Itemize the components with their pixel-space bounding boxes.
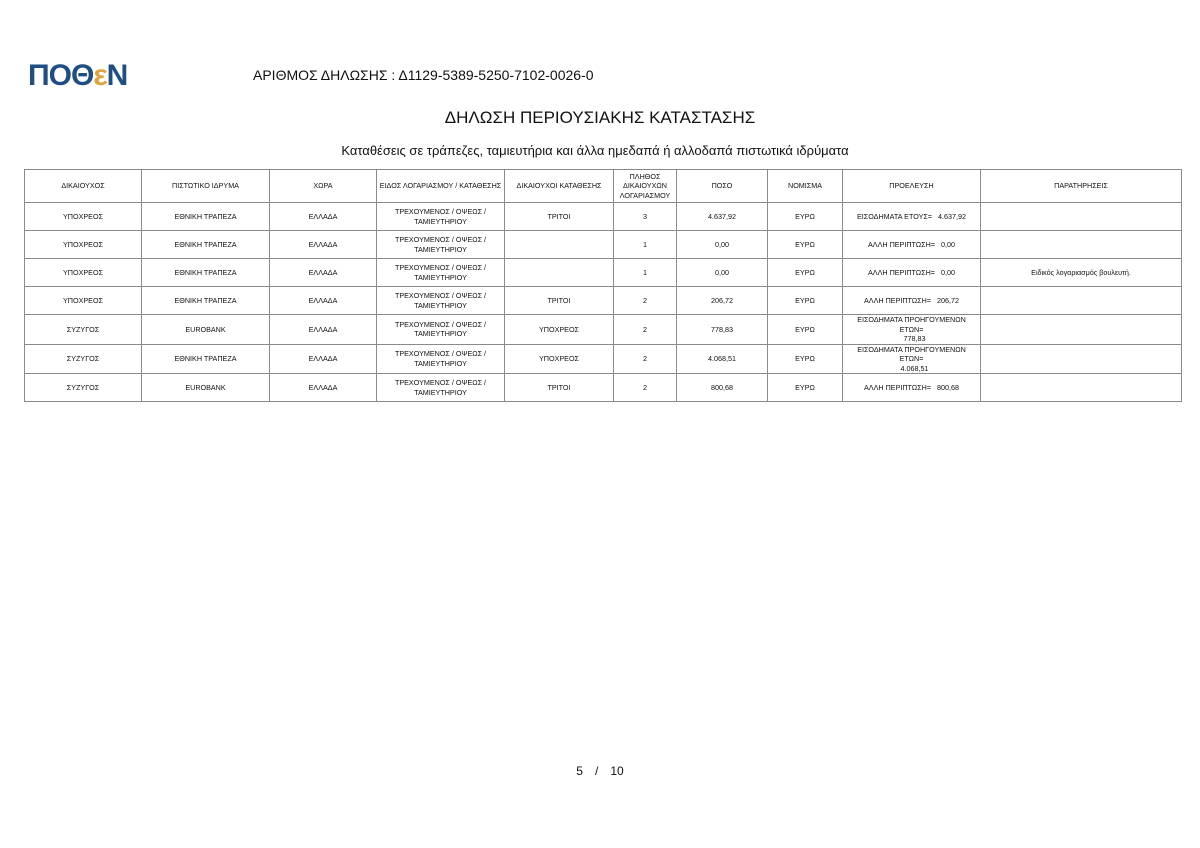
cell-institution: ΕΘΝΙΚΗ ΤΡΑΠΕΖΑ xyxy=(142,344,270,374)
cell-co-holders: ΤΡΙΤΟΙ xyxy=(505,287,614,315)
cell-notes xyxy=(981,374,1182,402)
table-row xyxy=(25,344,1182,374)
cell-holder: ΥΠΟΧΡΕΟΣ xyxy=(25,231,142,259)
cell-amount: 4.068,51 xyxy=(677,344,768,374)
cell-origin xyxy=(843,259,981,287)
cell-notes xyxy=(981,231,1182,259)
cell-co-holders xyxy=(505,231,614,259)
cell-notes xyxy=(981,287,1182,315)
cell-country: ΕΛΛΑΔΑ xyxy=(270,374,377,402)
column-header: ΕΙΔΟΣ ΛΟΓΑΡΙΑΣΜΟΥ / ΚΑΤΑΘΕΣΗΣ xyxy=(377,170,505,203)
cell-country: ΕΛΛΑΔΑ xyxy=(270,259,377,287)
origin-value: 206,72 xyxy=(937,295,959,305)
column-header: ΝΟΜΙΣΜΑ xyxy=(768,170,843,203)
page-separator: / xyxy=(594,764,599,778)
cell-holder: ΣΥΖΥΓΟΣ xyxy=(25,344,142,374)
cell-co-holders: ΥΠΟΧΡΕΟΣ xyxy=(505,344,614,374)
table-row xyxy=(25,315,1182,345)
table-header-row xyxy=(25,170,1182,203)
cell-num-holders: 2 xyxy=(614,344,677,374)
cell-currency: ΕΥΡΩ xyxy=(768,287,843,315)
cell-num-holders: 1 xyxy=(614,259,677,287)
column-header: ΔΙΚΑΙΟΥΧΟΣ xyxy=(25,170,142,203)
cell-currency: ΕΥΡΩ xyxy=(768,344,843,374)
cell-origin xyxy=(843,287,981,315)
origin-label: ΑΛΛΗ ΠΕΡΙΠΤΩΣΗ= xyxy=(864,295,932,305)
column-header: ΠΑΡΑΤΗΡΗΣΕΙΣ xyxy=(981,170,1182,203)
declaration-number: ΑΡΙΘΜΟΣ ΔΗΛΩΣΗΣ : Δ1129-5389-5250-7102-0026-0 xyxy=(253,67,594,83)
origin-label: ΕΙΣΟΔΗΜΑΤΑ ΕΤΟΥΣ= xyxy=(857,211,933,221)
origin-label: ΕΙΣΟΔΗΜΑΤΑ ΠΡΟΗΓΟΥΜΕΝΩΝ ΕΤΩΝ= xyxy=(857,315,966,334)
cell-currency: ΕΥΡΩ xyxy=(768,203,843,231)
cell-holder: ΥΠΟΧΡΕΟΣ xyxy=(25,203,142,231)
cell-account-type: ΤΡΕΧΟΥΜΕΝΟΣ / ΟΨΕΩΣ / ΤΑΜΙΕΥΤΗΡΙΟΥ xyxy=(377,287,505,315)
cell-notes xyxy=(981,315,1182,345)
logo-text-main: ΠΟΘ xyxy=(28,59,94,92)
origin-label: ΑΛΛΗ ΠΕΡΙΠΤΩΣΗ= xyxy=(867,267,935,277)
origin-label: ΑΛΛΗ ΠΕΡΙΠΤΩΣΗ= xyxy=(864,382,932,392)
cell-origin xyxy=(843,315,981,345)
cell-amount: 800,68 xyxy=(677,374,768,402)
table-row xyxy=(25,203,1182,231)
origin-value: 800,68 xyxy=(937,382,959,392)
cell-currency: ΕΥΡΩ xyxy=(768,315,843,345)
cell-institution: ΕΘΝΙΚΗ ΤΡΑΠΕΖΑ xyxy=(142,203,270,231)
cell-holder: ΥΠΟΧΡΕΟΣ xyxy=(25,259,142,287)
cell-holder: ΣΥΖΥΓΟΣ xyxy=(25,374,142,402)
page-indicator xyxy=(0,764,1200,778)
cell-account-type: ΤΡΕΧΟΥΜΕΝΟΣ / ΟΨΕΩΣ / ΤΑΜΙΕΥΤΗΡΙΟΥ xyxy=(377,315,505,345)
cell-institution: EUROBANK xyxy=(142,315,270,345)
cell-country: ΕΛΛΑΔΑ xyxy=(270,287,377,315)
cell-institution: EUROBANK xyxy=(142,374,270,402)
cell-country: ΕΛΛΑΔΑ xyxy=(270,231,377,259)
column-header: ΠΟΣΟ xyxy=(677,170,768,203)
cell-origin xyxy=(843,344,981,374)
cell-co-holders: ΥΠΟΧΡΕΟΣ xyxy=(505,315,614,345)
cell-holder: ΣΥΖΥΓΟΣ xyxy=(25,315,142,345)
origin-value: 0,00 xyxy=(941,239,955,249)
section-subtitle: Καταθέσεις σε τράπεζες, ταμιευτήρια και άλλα ημεδαπά ή αλλοδαπά πιστωτικά ιδρύματα xyxy=(341,143,849,158)
cell-num-holders: 3 xyxy=(614,203,677,231)
table-row xyxy=(25,287,1182,315)
current-page: 5 xyxy=(576,764,583,778)
cell-institution: ΕΘΝΙΚΗ ΤΡΑΠΕΖΑ xyxy=(142,231,270,259)
cell-amount: 0,00 xyxy=(677,259,768,287)
cell-account-type: ΤΡΕΧΟΥΜΕΝΟΣ / ΟΨΕΩΣ / ΤΑΜΙΕΥΤΗΡΙΟΥ xyxy=(377,344,505,374)
cell-account-type: ΤΡΕΧΟΥΜΕΝΟΣ / ΟΨΕΩΣ / ΤΑΜΙΕΥΤΗΡΙΟΥ xyxy=(377,374,505,402)
origin-value: 4.637,92 xyxy=(938,211,966,221)
cell-institution: ΕΘΝΙΚΗ ΤΡΑΠΕΖΑ xyxy=(142,287,270,315)
cell-origin xyxy=(843,203,981,231)
total-pages: 10 xyxy=(610,764,624,778)
cell-origin xyxy=(843,374,981,402)
deposits-table xyxy=(24,169,1182,402)
cell-amount: 4.637,92 xyxy=(677,203,768,231)
column-header: ΠΛΗΘΟΣ ΔΙΚΑΙΟΥΧΩΝ ΛΟΓΑΡΙΑΣΜΟΥ xyxy=(614,170,677,203)
page-title: ΔΗΛΩΣΗ ΠΕΡΙΟΥΣΙΑΚΗΣ ΚΑΤΑΣΤΑΣΗΣ xyxy=(444,108,756,127)
cell-currency: ΕΥΡΩ xyxy=(768,231,843,259)
poθen-logo xyxy=(28,61,127,91)
origin-value: 0,00 xyxy=(941,267,955,277)
column-header: ΠΙΣΤΩΤΙΚΟ ΙΔΡΥΜΑ xyxy=(142,170,270,203)
cell-co-holders: ΤΡΙΤΟΙ xyxy=(505,374,614,402)
logo-text-accent: ε xyxy=(93,59,107,92)
cell-account-type: ΤΡΕΧΟΥΜΕΝΟΣ / ΟΨΕΩΣ / ΤΑΜΙΕΥΤΗΡΙΟΥ xyxy=(377,259,505,287)
cell-co-holders: ΤΡΙΤΟΙ xyxy=(505,203,614,231)
cell-country: ΕΛΛΑΔΑ xyxy=(270,315,377,345)
cell-num-holders: 2 xyxy=(614,315,677,345)
origin-value: 778,83 xyxy=(903,334,926,343)
cell-num-holders: 2 xyxy=(614,374,677,402)
table-row xyxy=(25,231,1182,259)
table-row xyxy=(25,259,1182,287)
logo-text-end: Ν xyxy=(106,59,128,92)
column-header: ΠΡΟΕΛΕΥΣΗ xyxy=(843,170,981,203)
cell-account-type: ΤΡΕΧΟΥΜΕΝΟΣ / ΟΨΕΩΣ / ΤΑΜΙΕΥΤΗΡΙΟΥ xyxy=(377,203,505,231)
cell-amount: 778,83 xyxy=(677,315,768,345)
cell-currency: ΕΥΡΩ xyxy=(768,259,843,287)
cell-num-holders: 2 xyxy=(614,287,677,315)
column-header: ΔΙΚΑΙΟΥΧΟΙ ΚΑΤΑΘΕΣΗΣ xyxy=(505,170,614,203)
cell-country: ΕΛΛΑΔΑ xyxy=(270,344,377,374)
cell-notes xyxy=(981,344,1182,374)
cell-holder: ΥΠΟΧΡΕΟΣ xyxy=(25,287,142,315)
cell-notes xyxy=(981,203,1182,231)
cell-num-holders: 1 xyxy=(614,231,677,259)
cell-origin xyxy=(843,231,981,259)
column-header: ΧΩΡΑ xyxy=(270,170,377,203)
cell-amount: 0,00 xyxy=(677,231,768,259)
cell-co-holders xyxy=(505,259,614,287)
cell-currency: ΕΥΡΩ xyxy=(768,374,843,402)
cell-account-type: ΤΡΕΧΟΥΜΕΝΟΣ / ΟΨΕΩΣ / ΤΑΜΙΕΥΤΗΡΙΟΥ xyxy=(377,231,505,259)
cell-notes: Ειδικός λογαριασμός βουλευτή. xyxy=(981,259,1182,287)
origin-label: ΑΛΛΗ ΠΕΡΙΠΤΩΣΗ= xyxy=(867,239,935,249)
origin-label: ΕΙΣΟΔΗΜΑΤΑ ΠΡΟΗΓΟΥΜΕΝΩΝ ΕΤΩΝ= xyxy=(857,344,966,363)
origin-value: 4.068,51 xyxy=(900,363,929,373)
cell-amount: 206,72 xyxy=(677,287,768,315)
cell-institution: ΕΘΝΙΚΗ ΤΡΑΠΕΖΑ xyxy=(142,259,270,287)
cell-country: ΕΛΛΑΔΑ xyxy=(270,203,377,231)
table-row xyxy=(25,374,1182,402)
